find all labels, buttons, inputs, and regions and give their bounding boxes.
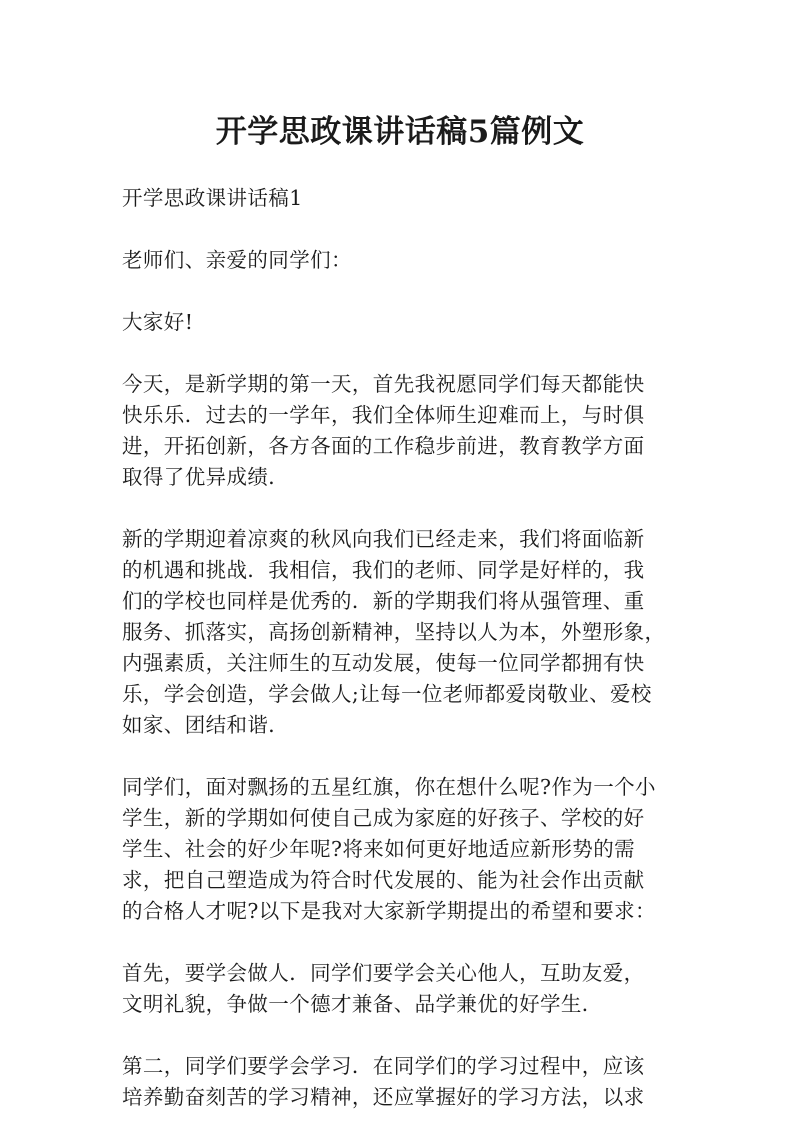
paragraph-line: 服务、抓落实，高扬创新精神，坚持以人为本，外塑形象， (122, 620, 666, 644)
document-body (122, 183, 682, 1144)
paragraph-line: 大家好! (122, 310, 194, 334)
paragraph-line: 今天，是新学期的第一天，首先我祝愿同学们每天都能快 (122, 372, 645, 396)
body-paragraph (122, 369, 682, 493)
paragraph-line: 第二，同学们要学会学习．在同学们的学习过程中，应该 (122, 1054, 645, 1078)
salutation-paragraph (122, 245, 682, 276)
paragraph-line: 的合格人才呢?以下是我对大家新学期提出的希望和要求： (122, 899, 656, 923)
paragraph-line: 如家、团结和谐． (122, 713, 290, 737)
paragraph-line: 首先，要学会做人．同学们要学会关心他人，互助友爱， (122, 961, 645, 985)
paragraph-line: 乐，学会创造，学会做人;让每一位老师都爱岗敬业、爱校 (122, 682, 652, 706)
paragraph-line: 文明礼貌，争做一个德才兼备、品学兼优的好学生． (122, 992, 603, 1016)
paragraph-line: 内强素质，关注师生的互动发展，使每一位同学都拥有快 (122, 651, 645, 675)
body-paragraph (122, 1051, 682, 1113)
subtitle-paragraph (122, 183, 682, 214)
paragraph-line: 老师们、亲爱的同学们： (122, 248, 352, 272)
body-paragraph (122, 524, 682, 741)
greeting-paragraph (122, 307, 682, 338)
body-paragraph (122, 958, 682, 1020)
paragraph-line: 进，开拓创新，各方各面的工作稳步前进，教育教学方面 (122, 434, 645, 458)
paragraph-line: 学生，新的学期如何使自己成为家庭的好孩子、学校的好 (122, 806, 645, 830)
paragraph-line: 取得了优异成绩． (122, 465, 290, 489)
paragraph-line: 快乐乐．过去的一学年，我们全体师生迎难而上，与时俱 (122, 403, 645, 427)
paragraph-line: 新的学期迎着凉爽的秋风向我们已经走来，我们将面临新 (122, 527, 645, 551)
paragraph-line: 求，把自己塑造成为符合时代发展的、能为社会作出贡献 (122, 868, 645, 892)
paragraph-line: 培养勤奋刻苦的学习精神，还应掌握好的学习方法，以求 (122, 1085, 645, 1109)
document-title: 开学思政课讲话稿5篇例文 (215, 114, 585, 150)
paragraph-line: 学生、社会的好少年呢?将来如何更好地适应新形势的需 (122, 837, 635, 861)
paragraph-line: 的机遇和挑战．我相信，我们的老师、同学是好样的，我 (122, 558, 645, 582)
body-paragraph (122, 772, 682, 927)
paragraph-line: 开学思政课讲话稿1 (122, 186, 303, 210)
paragraph-line: 们的学校也同样是优秀的．新的学期我们将从强管理、重 (122, 589, 645, 613)
paragraph-line: 同学们，面对飘扬的五星红旗，你在想什么呢?作为一个小 (122, 775, 656, 799)
